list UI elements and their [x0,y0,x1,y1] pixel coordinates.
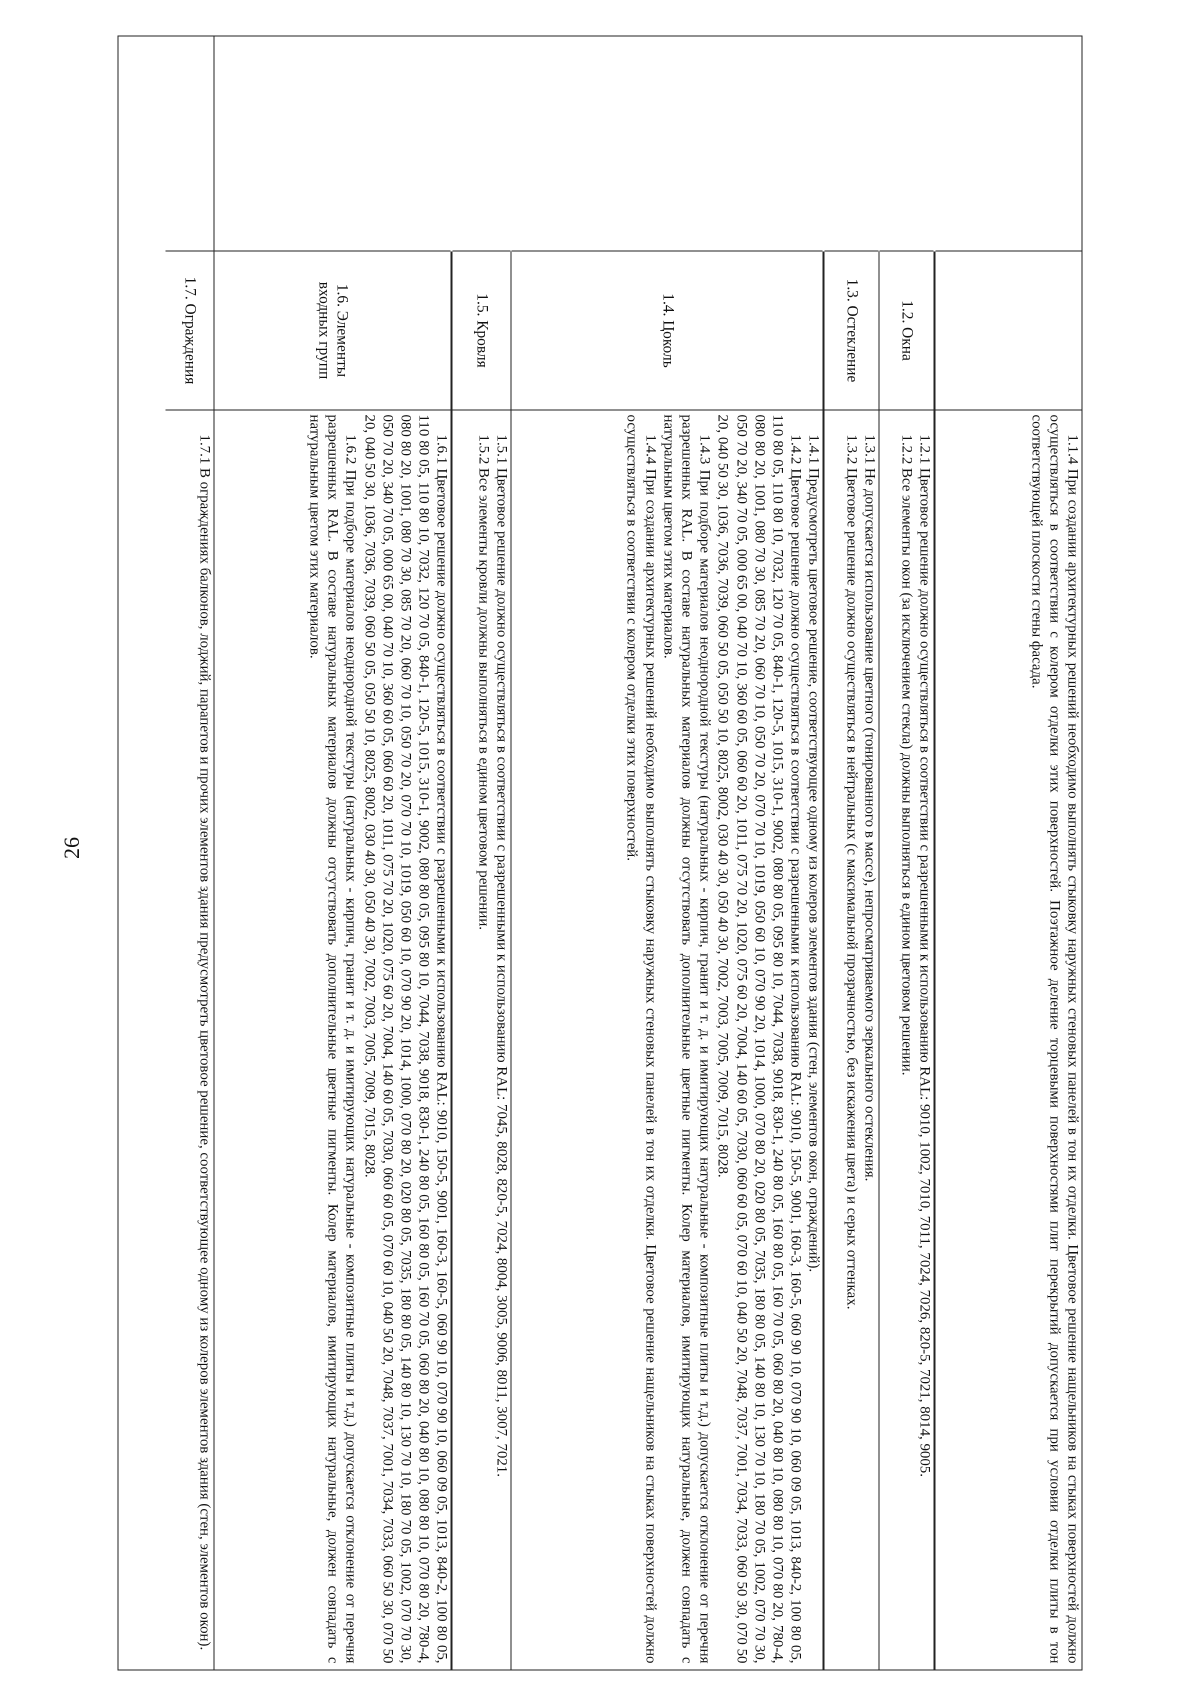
blank-cell [166,37,214,252]
paragraph: 1.2.1 Цветовое решение должно осуществляться в соответствии с разрешенными к использованию RAL: 9010, 1002, 7010, 7011, 7024, 7026, 820-5, 7021, 8014, 9005. [917,434,933,1477]
table-row [512,37,823,1670]
paragraph: 1.3.1 Не допускается использование цветного (тонированного в массе), непросматриваемого зеркального остекления. [861,434,878,1182]
paragraph: 1.7.1 В ограждениях балконов, лоджий, парапетов и прочих элементов здания предусмотреть цветовое решение, соответствующее одному из колеров элементов здания (стен, элементов окон). [196,434,213,1651]
table-row [215,37,451,1670]
blank-cell [880,37,934,252]
rotated-table [118,36,1083,1671]
row-label: 1.6. Элементы входных групп [215,252,451,411]
paragraph: 1.6.1 Цветовое решение должно осуществляться в соответствии с разрешенными к использованию RAL: 9010, 150-5, 9001, 160-3, 160-5, 060 90 10, 070 90 10, 060 09 05, 1013, 840-2, 100 80 05, 110 80 05, 110 80 10, 7032, 120 70 05, 840-1, 120-5, 1015, 310-1, 9002, 080 80 05, 095 80 10, 7044, 7038, 9018, 830-1, 240 80 05, 160 80 05, 160 70 05, 060 80 20, 040 80 10, 080 80 10, 070 80 20, 780-4, 080 80 20, 1001, 080 70 30, 085 70 20, 060 70 10, 050 70 20, 070 70 10, 1019, 050 60 10, 070 90 20, 1014, 1000, 070 80 20, 020 80 05, 7035, 180 80 05, 140 80 10, 130 70 10, 180 70 05, 1002, 070 70 30, 050 70 20, 340 70 05, 000 65 00, 040 70 10, 360 60 05, 060 60 20, 1011, 075 70 20, 1020, 075 60 20, 7004, 140 60 05, 7030, 060 60 05, 070 60 10, 040 50 20, 7048, 7037, 7001, 7034, 7033, 060 50 30, 070 50 20, 040 50 30, 1036, 7036, 7039, 060 50 05, 050 50 10, 8025, 8002, 030 40 30, 050 40 30, 7002, 7003, 7005, 7009, 7015, 8028. [361,414,450,1664]
paragraph: 1.4.2 Цветовое решение должно осуществляться в соответствии с разрешенными к использованию RAL: 9010, 150-5, 9001, 160-3, 160-5, 060 90 10, 070 90 10, 060 09 05, 1013, 840-2, 100 80 05, 110 80 05, 110 80 10, 7032, 120 70 05, 840-1, 120-5, 1015, 310-1, 9002, 080 80 05, 095 80 10, 7044, 7038, 9018, 830-1, 240 80 05, 160 80 05, 160 70 05, 060 80 20, 040 80 10, 080 80 10, 070 80 20, 780-4, 080 80 20, 1001, 080 70 30, 085 70 20, 060 70 10, 050 70 20, 070 70 10, 1019, 050 60 10, 070 90 20, 1014, 1000, 070 80 20, 020 80 05, 7035, 180 80 05, 140 80 10, 130 70 10, 180 70 05, 1002, 070 70 30, 050 70 20, 340 70 05, 000 65 00, 040 70 10, 360 60 05, 060 60 20, 1011, 075 70 20, 1020, 075 60 20, 7004, 140 60 05, 7030, 060 60 05, 070 60 10, 040 50 20, 7048, 7037, 7001, 7034, 7033, 060 50 30, 070 50 20, 040 50 30, 1036, 7036, 7039, 060 50 05, 050 50 10, 8025, 8002, 030 40 30, 050 40 30, 7002, 7003, 7005, 7009, 7015, 8028. [714,414,804,1664]
table-row [453,37,511,1670]
row-text [936,411,1082,1670]
paragraph: 1.2.2 Все элементы окон (за исключением стекла) должны выполняться в едином цветовом решении. [898,434,915,1076]
row-text [166,411,214,1670]
paragraph: 1.4.3 При подборе материалов неоднородной текстуры (натуральных - кирпич, гранит и т. д. и имитирующих натуральные - композитные плиты и т.д.) допускается отклонение от перечня разрешенных RAL. В составе натуральных материалов должны отсутствовать дополнительные цветные пигменты. Колер материалов, имитирующих натуральные, должен совпадать с натуральным цветом этих материалов. [660,414,713,1664]
table-row [880,37,934,1670]
blank-cell [825,37,879,252]
blank-cell [512,37,823,252]
row-label: 1.4. Цоколь [512,252,823,411]
row-label: 1.5. Кровля [453,252,511,411]
row-label: 1.2. Окна [880,252,934,411]
row-label: 1.3. Остекление [825,252,879,411]
paragraph: 1.4.1 Предусмотреть цветовое решение, соответствующее одному из колеров элементов здания (стен, элементов окон, ограждений). [806,434,822,1273]
row-label [936,252,1082,411]
row-text [880,411,934,1670]
row-label: 1.7. Ограждения [166,252,214,411]
paragraph: 1.1.4 При создании архитектурных решений необходимо выполнять стыковку наружных стеновых панелей в тон их отделки. Цветовое решение нащельников на стыках поверхностей должно осуществляться в соответствии с колером отделки этих поверхностей. Поэтажное деление торцевыми поверхностями плит перекрытий допускается при условии отделки плиты в тон соответствующей плоскости стены фасада. [1028,414,1081,1664]
paragraph: 1.4.4 При создании архитектурных решений необходимо выполнять стыковку наружных стеновых панелей в тон их отделки. Цветовое решение нащельников на стыках поверхностей должно осуществляться в соответствии с колером отделки этих поверхностей. [623,414,659,1664]
row-text [453,411,511,1670]
paragraph: 1.3.2 Цветовое решение должно осуществляться в нейтральных (с максимальной прозрачностью, без искажения цвета) и серых оттенках. [843,434,860,1310]
paragraph: 1.5.1 Цветовое решение должно осуществляться в соответствии с разрешенными к использованию RAL: 7045, 8028, 820-5, 7024, 8004, 3005, 9006, 8011, 3007, 7021. [493,434,510,1477]
table-row [166,37,214,1670]
page-number: 26 [59,837,84,859]
blank-cell [453,37,511,252]
blank-cell [936,37,1082,252]
row-text [825,411,879,1670]
table-row [825,37,879,1670]
paragraph: 1.6.2 При подборе материалов неоднородной текстуры (натуральных - кирпич, гранит и т. д. и имитирующих натуральные - композитные плиты и т.д.) допускается отклонение от перечня разрешенных RAL. В составе натуральных материалов должны отсутствовать дополнительные цветные пигменты. Колер материалов, имитирующих натуральные, должен совпадать с натуральным цветом этих материалов. [306,414,359,1664]
blank-cell [215,37,451,252]
paragraph: 1.5.2 Все элементы кровли должны выполняться в едином цветовом решении. [475,434,492,931]
row-text [512,411,823,1670]
row-text [215,411,451,1670]
table-row [936,37,1082,1670]
